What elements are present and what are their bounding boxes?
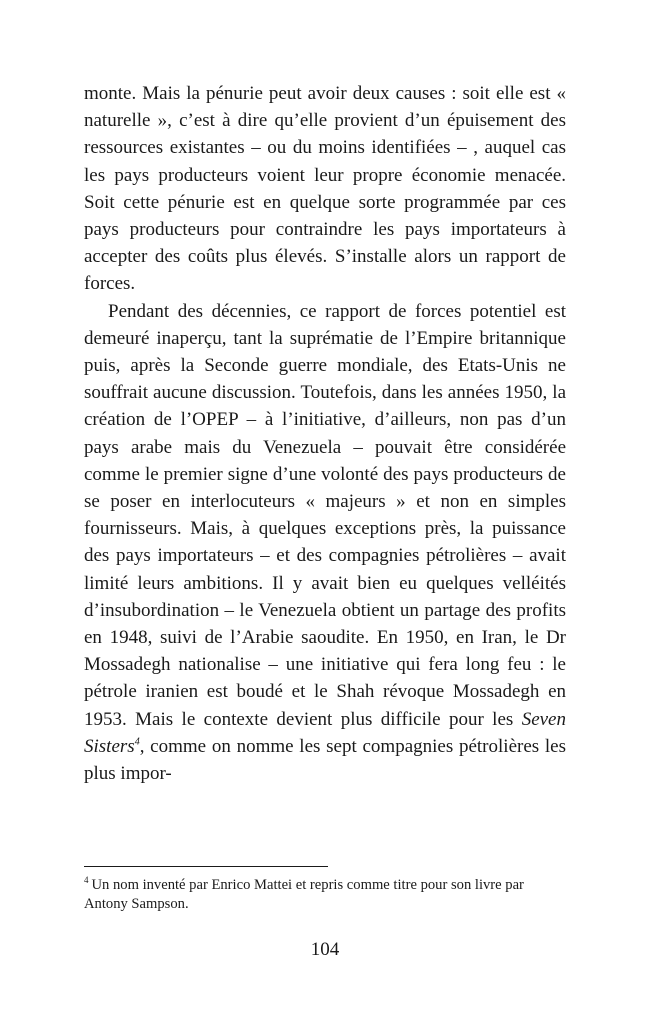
footnote xyxy=(84,876,566,914)
page-number: 104 xyxy=(310,939,340,960)
paragraph-2-text-end: , comme on nomme les sept compagnies pétrolières les plus impor- xyxy=(84,735,566,785)
footnote-text: Un nom inventé par Enrico Mattei et repris comme titre pour son livre par Antony Sampson. xyxy=(84,877,524,912)
paragraph-2 xyxy=(84,298,566,788)
paragraph-2-text-start: Pendant des décennies, ce rapport de forces potentiel est demeuré inaperçu, tant la suprématie de l’Empire britannique puis, après la Seconde guerre mondiale, des Etats-Unis ne souffrait aucune discussion. Toutefois, dans les années 1950, la création de l’OPEP – à l’initiative, d’ailleurs, non pas d’un pays arabe mais du Venezuela – pouvait être considérée comme le premier signe d’une volonté des pays producteurs de se poser en interlocuteurs « majeurs » et non en simples fournisseurs. Mais, à quelques exceptions près, la puissance des pays importateurs – et des compagnies pétrolières – avait limité leurs ambitions. Il y avait bien eu quelques velléités d’insubordination – le Venezuela obtient un partage des profits en 1948, suivi de l’Arabie saoudite. En 1950, en Iran, le Dr Mossadegh nationalise – une initiative qui fera long feu : le pétrole iranien est boudé et le Shah révoque Mossadegh en 1953. Mais le contexte devient plus difficile pour les xyxy=(84,300,566,730)
footnote-number: 4 xyxy=(84,875,89,886)
seven-sisters-italic: Seven Sisters xyxy=(84,708,566,757)
footnote-divider xyxy=(84,866,328,867)
footnote-reference[interactable]: 4 xyxy=(134,736,140,748)
paragraph-1: monte. Mais la pénurie peut avoir deux causes : soit elle est « naturelle », c’est à dire qu’elle provient d’un épuisement des ressources existantes – ou du moins identifiées – , auquel cas les pays producteurs voient leur propre économie menacée. Soit cette pénurie est en quelque sorte programmée par ces pays producteurs pour contraindre les pays importateurs à accepter des coûts plus élevés. S’installe alors un rapport de forces. xyxy=(84,83,566,295)
page-body xyxy=(84,80,566,787)
